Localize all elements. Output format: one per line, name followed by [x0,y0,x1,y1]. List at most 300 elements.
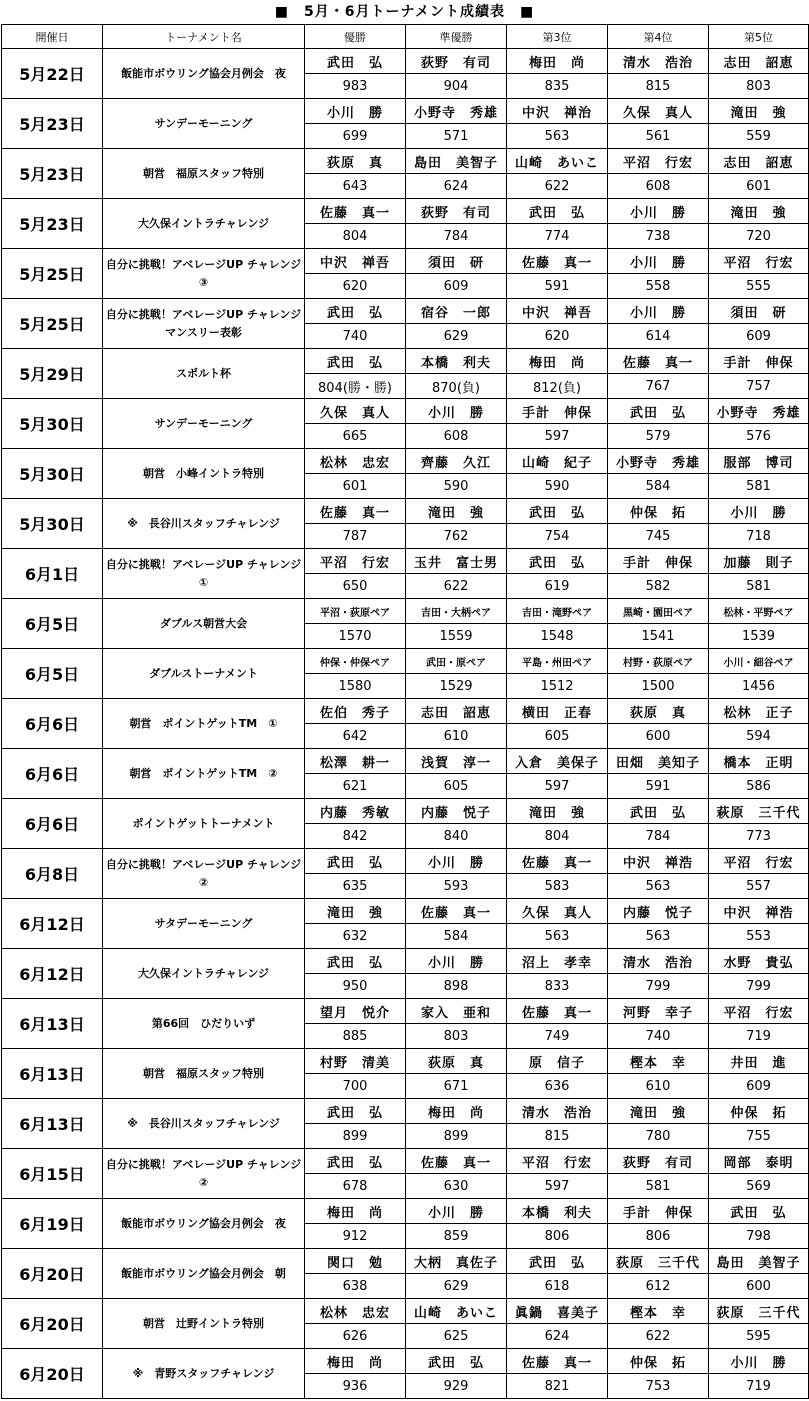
winner-score: 859 [406,1224,507,1249]
header-1st: 優勝 [305,25,406,49]
winner-score: 757 [709,374,809,399]
winner-name: 荻原 真 [305,149,406,174]
winner-name: 佐藤 真一 [507,999,608,1024]
winner-score: 590 [507,474,608,499]
winner-score: 557 [709,874,809,899]
table-row [2,799,809,824]
winner-score: 559 [709,124,809,149]
winner-name: 滝田 強 [608,1099,709,1124]
row-tournament-name: ポイントゲットトーナメント [103,799,305,849]
winner-name: 小野寺 秀雄 [406,99,507,124]
winner-score: 780 [608,1124,709,1149]
winner-score: 594 [709,724,809,749]
row-tournament-name: ※ 長谷川スタッフチャレンジ [103,499,305,549]
table-row [2,399,809,424]
winner-name: 手計 伸保 [608,549,709,574]
winner-score: 738 [608,224,709,249]
table-row [2,299,809,324]
row-date: 6月5日 [2,599,103,649]
row-tournament-name: 朝営 辻野イントラ特別 [103,1299,305,1349]
winner-name: 荻原 真 [406,1049,507,1074]
winner-name: 仲保 拓 [608,499,709,524]
winner-score: 595 [709,1324,809,1349]
row-tournament-name: ※ 長谷川スタッフチャレンジ [103,1099,305,1149]
winner-name: 小川 勝 [406,949,507,974]
winner-name: 宿谷 一郎 [406,299,507,324]
winner-score: 842 [305,824,406,849]
row-date: 6月20日 [2,1249,103,1299]
row-tournament-name: 朝営 福原スタッフ特別 [103,1049,305,1099]
row-date: 6月12日 [2,899,103,949]
winner-score: 609 [709,324,809,349]
row-date: 6月12日 [2,949,103,999]
row-tournament-name: 自分に挑戦！アベレージUP チャレンジ① [103,549,305,599]
winner-score: 812(負) [507,374,608,399]
row-date: 5月29日 [2,349,103,399]
row-date: 6月15日 [2,1149,103,1199]
row-date: 6月13日 [2,999,103,1049]
winner-name: 村野・荻原ペア [608,649,709,674]
winner-score: 563 [507,124,608,149]
header-3rd: 第3位 [507,25,608,49]
winner-score: 622 [406,574,507,599]
winner-name: 山崎 あいこ [507,149,608,174]
winner-name: 萩原 三千代 [709,799,809,824]
winner-score: 642 [305,724,406,749]
winner-name: 平沼 行宏 [709,249,809,274]
winner-score: 629 [406,1274,507,1299]
row-date: 5月30日 [2,499,103,549]
row-date: 5月23日 [2,99,103,149]
winner-name: 佐藤 真一 [507,249,608,274]
results-body [2,49,809,1399]
winner-score: 1512 [507,674,608,699]
winner-score: 590 [406,474,507,499]
winner-name: 武田 弘 [608,399,709,424]
winner-name: 中沢 禅浩 [709,899,809,924]
winner-score: 719 [709,1374,809,1399]
winner-name: 河野 幸子 [608,999,709,1024]
winner-name: 滝田 強 [406,499,507,524]
winner-name: 村野 清美 [305,1049,406,1074]
header-4th: 第4位 [608,25,709,49]
header-tournament: トーナメント名 [103,25,305,49]
winner-name: 中沢 禅吾 [507,299,608,324]
winner-score: 773 [709,824,809,849]
winner-name: 眞鍋 喜美子 [507,1299,608,1324]
winner-name: 小川 勝 [709,499,809,524]
table-row [2,199,809,224]
winner-name: 仲保 拓 [709,1099,809,1124]
row-tournament-name: 自分に挑戦！アベレージUP チャレンジ② [103,1149,305,1199]
winner-score: 581 [709,574,809,599]
winner-name: 清水 浩治 [608,49,709,74]
winner-score: 840 [406,824,507,849]
winner-score: 1456 [709,674,809,699]
winner-score: 643 [305,174,406,199]
row-tournament-name: 飯能市ボウリング協会月例会 夜 [103,1199,305,1249]
winner-name: 梅田 尚 [507,49,608,74]
winner-score: 804(勝・勝) [305,374,406,399]
row-tournament-name: 朝営 ポイントゲットTM ② [103,749,305,799]
winner-score: 579 [608,424,709,449]
winner-score: 591 [507,274,608,299]
winner-score: 699 [305,124,406,149]
winner-score: 784 [608,824,709,849]
row-tournament-name: 自分に挑戦！アベレージUP チャレンジ③ [103,249,305,299]
winner-name: 武田 弘 [305,299,406,324]
winner-score: 605 [507,724,608,749]
winner-score: 799 [709,974,809,999]
winner-name: 小川 勝 [608,299,709,324]
winner-name: 須田 研 [709,299,809,324]
row-tournament-name: サンデーモーニング [103,99,305,149]
row-tournament-name: ※ 青野スタッフチャレンジ [103,1349,305,1399]
row-date: 5月23日 [2,149,103,199]
winner-name: 武田 弘 [305,1099,406,1124]
winner-name: 久保 真人 [608,99,709,124]
row-tournament-name: 自分に挑戦！アベレージUP チャレンジ② [103,849,305,899]
row-date: 6月13日 [2,1049,103,1099]
winner-name: 荻野 有司 [608,1149,709,1174]
winner-score: 798 [709,1224,809,1249]
winner-score: 815 [608,74,709,99]
winner-name: 佐藤 真一 [406,1149,507,1174]
winner-score: 608 [608,174,709,199]
row-tournament-name: サンデーモーニング [103,399,305,449]
winner-name: 滝田 強 [507,799,608,824]
winner-score: 983 [305,74,406,99]
winner-score: 597 [507,1174,608,1199]
winner-score: 622 [608,1324,709,1349]
winner-name: 服部 博司 [709,449,809,474]
winner-score: 597 [507,424,608,449]
winner-name: 佐伯 秀子 [305,699,406,724]
winner-name: 大柄 真佐子 [406,1249,507,1274]
winner-name: 武田 弘 [305,949,406,974]
winner-score: 671 [406,1074,507,1099]
row-date: 5月25日 [2,299,103,349]
winner-name: 平沼 行宏 [507,1149,608,1174]
winner-score: 912 [305,1224,406,1249]
winner-name: 手計 伸保 [709,349,809,374]
row-date: 6月6日 [2,799,103,849]
winner-name: 荻原 三千代 [608,1249,709,1274]
winner-name: 武田 弘 [305,1149,406,1174]
winner-name: 山崎 紀子 [507,449,608,474]
winner-score: 626 [305,1324,406,1349]
winner-score: 591 [608,774,709,799]
winner-score: 600 [608,724,709,749]
winner-score: 638 [305,1274,406,1299]
winner-score: 1541 [608,624,709,649]
winner-score: 610 [406,724,507,749]
winner-score: 624 [406,174,507,199]
row-date: 5月23日 [2,199,103,249]
winner-name: 平沼 行宏 [305,549,406,574]
row-date: 6月8日 [2,849,103,899]
winner-name: 内藤 悦子 [406,799,507,824]
winner-name: 荻野 有司 [406,49,507,74]
winner-score: 755 [709,1124,809,1149]
winner-name: 滝田 強 [709,199,809,224]
winner-name: 久保 真人 [507,899,608,924]
winner-score: 608 [406,424,507,449]
winner-name: 志田 詔恵 [406,699,507,724]
winner-name: 橋本 正明 [709,749,809,774]
winner-name: 小野寺 秀雄 [608,449,709,474]
winner-score: 762 [406,524,507,549]
winner-score: 740 [608,1024,709,1049]
winner-score: 558 [608,274,709,299]
winner-name: 岡部 泰明 [709,1149,809,1174]
table-row [2,949,809,974]
winner-score: 597 [507,774,608,799]
row-tournament-name: 大久保イントラチャレンジ [103,949,305,999]
table-row [2,899,809,924]
winner-score: 583 [507,874,608,899]
winner-name: 佐藤 真一 [305,499,406,524]
winner-score: 612 [608,1274,709,1299]
winner-name: 島田 美智子 [709,1249,809,1274]
winner-score: 774 [507,224,608,249]
winner-score: 718 [709,524,809,549]
table-row [2,49,809,74]
winner-name: 原 信子 [507,1049,608,1074]
table-row [2,1299,809,1324]
winner-name: 須田 研 [406,249,507,274]
winner-name: 小川 勝 [406,399,507,424]
winner-name: 武田 弘 [709,1199,809,1224]
table-row [2,1149,809,1174]
winner-score: 720 [709,224,809,249]
winner-score: 625 [406,1324,507,1349]
winner-name: 松林 忠宏 [305,1299,406,1324]
winner-name: 佐藤 真一 [608,349,709,374]
table-row [2,1249,809,1274]
winner-score: 584 [406,924,507,949]
winner-score: 1500 [608,674,709,699]
winner-score: 833 [507,974,608,999]
row-date: 6月6日 [2,699,103,749]
table-row [2,99,809,124]
winner-name: 吉田・滝野ペア [507,599,608,624]
winner-score: 621 [305,774,406,799]
winner-score: 630 [406,1174,507,1199]
winner-score: 624 [507,1324,608,1349]
winner-score: 584 [608,474,709,499]
winner-name: 松林 忠宏 [305,449,406,474]
winner-name: 武田・原ペア [406,649,507,674]
winner-name: 武田 弘 [507,499,608,524]
winner-name: 平沼 行宏 [709,849,809,874]
winner-score: 1570 [305,624,406,649]
winner-score: 754 [507,524,608,549]
winner-score: 1539 [709,624,809,649]
winner-name: 中沢 禅浩 [608,849,709,874]
winner-score: 610 [608,1074,709,1099]
winner-name: 武田 弘 [507,199,608,224]
winner-score: 1559 [406,624,507,649]
table-row [2,699,809,724]
winner-name: 荻原 三千代 [709,1299,809,1324]
winner-name: 荻原 真 [608,699,709,724]
winner-score: 835 [507,74,608,99]
row-date: 5月22日 [2,49,103,99]
winner-score: 700 [305,1074,406,1099]
winner-score: 605 [406,774,507,799]
winner-score: 767 [608,374,709,399]
row-tournament-name: 朝営 ポイントゲットTM ① [103,699,305,749]
winner-score: 563 [608,874,709,899]
table-row [2,1349,809,1374]
winner-name: 小川 勝 [406,1199,507,1224]
winner-name: 仲保・仲保ペア [305,649,406,674]
table-row [2,599,809,624]
winner-name: 武田 弘 [507,549,608,574]
winner-score: 620 [507,324,608,349]
winner-score: 581 [709,474,809,499]
winner-name: 平沼 行宏 [709,999,809,1024]
winner-score: 740 [305,324,406,349]
winner-score: 576 [709,424,809,449]
row-tournament-name: 朝営 小峰イントラ特別 [103,449,305,499]
winner-score: 803 [709,74,809,99]
winner-name: 滝田 強 [305,899,406,924]
winner-name: 井田 進 [709,1049,809,1074]
winner-score: 569 [709,1174,809,1199]
winner-name: 平沼 行宏 [608,149,709,174]
winner-name: 久保 真人 [305,399,406,424]
winner-score: 885 [305,1024,406,1049]
winner-name: 家入 亜和 [406,999,507,1024]
winner-score: 571 [406,124,507,149]
winner-name: 齊藤 久江 [406,449,507,474]
winner-score: 1580 [305,674,406,699]
winner-score: 799 [608,974,709,999]
winner-name: 中沢 禅吾 [305,249,406,274]
row-tournament-name: 朝営 福原スタッフ特別 [103,149,305,199]
winner-score: 620 [305,274,406,299]
winner-score: 561 [608,124,709,149]
winner-score: 745 [608,524,709,549]
winner-score: 929 [406,1374,507,1399]
winner-score: 609 [709,1074,809,1099]
winner-score: 665 [305,424,406,449]
winner-name: 田畑 美知子 [608,749,709,774]
winner-name: 吉田・大柄ペア [406,599,507,624]
table-row [2,999,809,1024]
winner-name: 中沢 禅治 [507,99,608,124]
header-date: 開催日 [2,25,103,49]
winner-name: 武田 弘 [608,799,709,824]
winner-name: 梅田 尚 [305,1199,406,1224]
winner-score: 600 [709,1274,809,1299]
winner-name: 佐藤 真一 [507,849,608,874]
winner-score: 749 [507,1024,608,1049]
winner-score: 950 [305,974,406,999]
winner-name: 武田 弘 [305,349,406,374]
winner-name: 小川 勝 [406,849,507,874]
winner-score: 806 [507,1224,608,1249]
row-tournament-name: サタデーモーニング [103,899,305,949]
winner-name: 玉井 富士男 [406,549,507,574]
winner-name: 浅賀 淳一 [406,749,507,774]
winner-name: 本橋 利夫 [406,349,507,374]
winner-name: 志田 詔恵 [709,49,809,74]
winner-score: 586 [709,774,809,799]
winner-name: 樫本 幸 [608,1049,709,1074]
winner-score: 614 [608,324,709,349]
row-date: 6月19日 [2,1199,103,1249]
winner-score: 601 [305,474,406,499]
row-date: 6月1日 [2,549,103,599]
winner-name: 荻野 有司 [406,199,507,224]
row-date: 5月30日 [2,449,103,499]
winner-name: 手計 伸保 [507,399,608,424]
row-date: 5月25日 [2,249,103,299]
row-tournament-name: 大久保イントラチャレンジ [103,199,305,249]
winner-score: 821 [507,1374,608,1399]
header-2nd: 準優勝 [406,25,507,49]
winner-score: 904 [406,74,507,99]
winner-score: 622 [507,174,608,199]
table-row [2,549,809,574]
winner-score: 815 [507,1124,608,1149]
winner-name: 清水 浩治 [507,1099,608,1124]
winner-score: 650 [305,574,406,599]
row-tournament-name: ダブルストーナメント [103,649,305,699]
winner-score: 787 [305,524,406,549]
winner-score: 753 [608,1374,709,1399]
row-date: 6月20日 [2,1299,103,1349]
table-row [2,849,809,874]
winner-name: 武田 弘 [406,1349,507,1374]
winner-name: 望月 悦介 [305,999,406,1024]
table-row [2,649,809,674]
winner-name: 島田 美智子 [406,149,507,174]
row-date: 5月30日 [2,399,103,449]
table-row [2,449,809,474]
winner-score: 619 [507,574,608,599]
winner-score: 899 [305,1124,406,1149]
winner-score: 899 [406,1124,507,1149]
winner-name: 関口 勉 [305,1249,406,1274]
winner-score: 563 [507,924,608,949]
winner-name: 樫本 幸 [608,1299,709,1324]
winner-name: 平島・州田ペア [507,649,608,674]
winner-score: 1548 [507,624,608,649]
table-row [2,149,809,174]
winner-name: 内藤 秀敏 [305,799,406,824]
winner-name: 平沼・荻原ペア [305,599,406,624]
winner-name: 梅田 尚 [305,1349,406,1374]
row-tournament-name: 第66回 ひだりいず [103,999,305,1049]
table-row [2,749,809,774]
winner-score: 601 [709,174,809,199]
winner-score: 555 [709,274,809,299]
winner-score: 581 [608,1174,709,1199]
winner-score: 593 [406,874,507,899]
winner-score: 1529 [406,674,507,699]
winner-name: 水野 貴弘 [709,949,809,974]
page-title: ■ 5月・6月トーナメント成績表 ■ [274,4,535,20]
winner-name: 入倉 美保子 [507,749,608,774]
winner-name: 武田 弘 [305,849,406,874]
winner-score: 870(負) [406,374,507,399]
table-row [2,349,809,374]
winner-name: 武田 弘 [305,49,406,74]
